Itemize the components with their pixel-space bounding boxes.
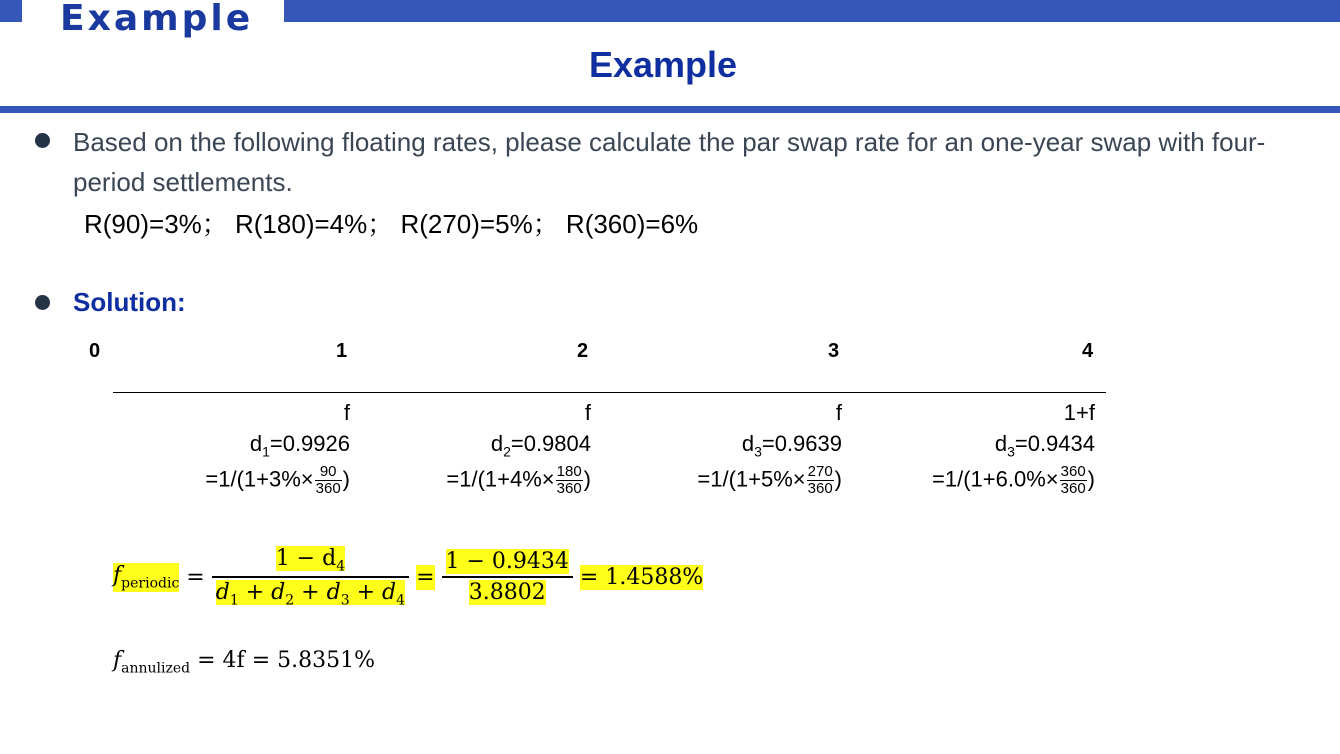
discount-calc: =1/(1+4%× $\frac{180}{360}$ ) [446,463,591,497]
period-label: 4 [1082,340,1094,362]
page-title: Example [588,44,738,85]
discount-calc: =1/(1+3%× $\frac{90}{360}$ ) [205,463,350,497]
rates-line: R(90)=3%； R(180)=4%； R(270)=5%； R(360)=6% [84,209,699,239]
period-label: 2 [577,340,589,362]
period-label: 3 [828,340,840,362]
bullet-icon [35,133,50,148]
header-bar-left [0,0,22,22]
discount-factor: $d_3=0.9639$ [741,431,842,460]
cashflow-label: f [584,400,591,425]
question-text: Based on the following floating rates, please calculate the par swap rate for an one-year swap with four-period settlements. [73,127,1266,197]
period-label: 1 [336,340,348,362]
discount-calc: =1/(1+6.0%× $\frac{360}{360}$ ) [932,463,1095,497]
formula-fraction-numeric: $\frac{1 - 0.9434}{3.8802}$ [442,549,573,605]
timeline-axis [113,392,1106,393]
discount-factor: $d_3=0.9434$ [994,431,1095,460]
header-rule [0,106,1340,113]
cashflow-label: 1+f [1063,400,1095,425]
corner-title: Example [60,0,254,39]
formula-result: = 1.4588% [579,564,704,590]
period-label: 0 [89,340,101,362]
header-bar-right [284,0,1340,22]
discount-calc: =1/(1+5%× $\frac{270}{360}$ ) [697,463,842,497]
formula-lhs: $f_{periodic}$ [113,563,180,592]
equals-sign: = [416,564,435,590]
formula-annualized: $f_{annulized} = 4f = 5.8351\%$ [113,648,376,677]
formula-periodic [113,546,703,609]
discount-factor: $d_1=0.9926$ [249,431,350,460]
equals-sign: = [186,564,205,590]
formula-fraction-general: $\frac{1 - d_4}{d_1 + d_2 + d_3 + d_4}$ [212,546,409,609]
cashflow-label: f [343,400,350,425]
cashflow-label: f [835,400,842,425]
solution-label: Solution: [73,287,186,317]
discount-factor: $d_2=0.9804$ [490,431,591,460]
bullet-icon [35,295,50,310]
